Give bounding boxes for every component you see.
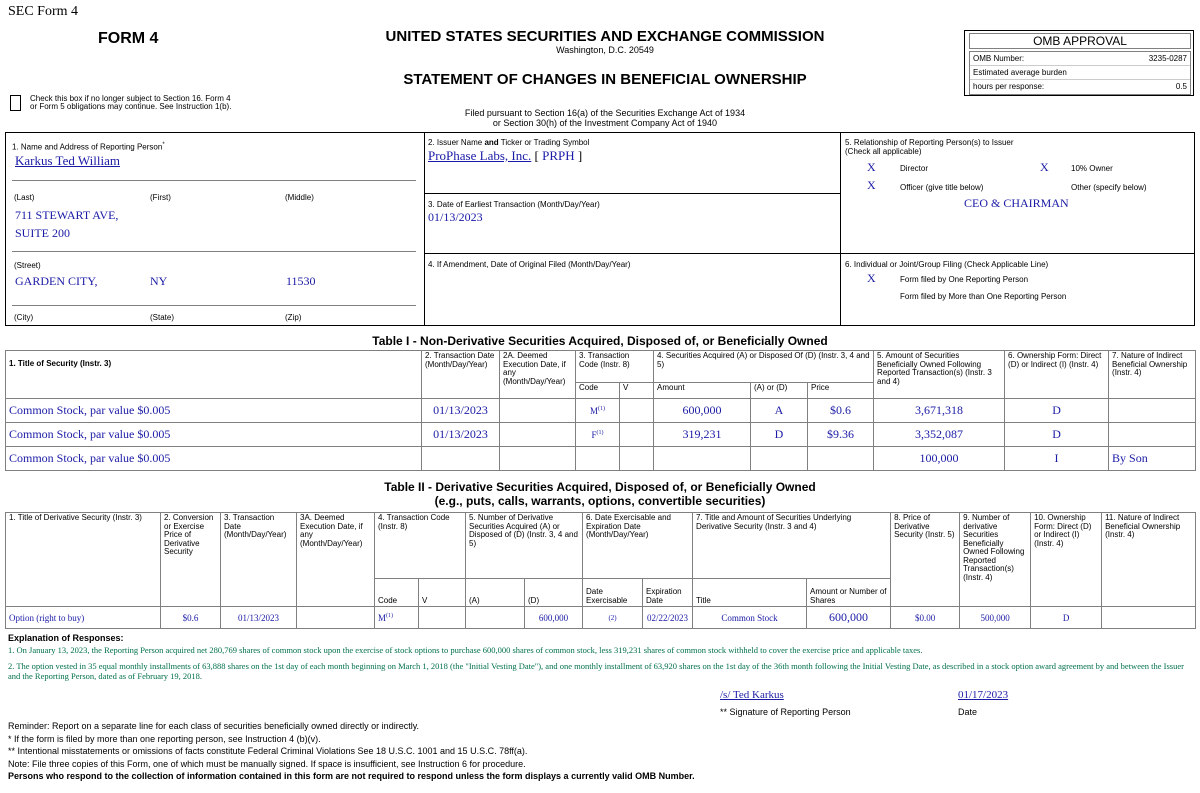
- table1: [5, 350, 1196, 471]
- footer-note-2: ** Intentional misstatements or omissions of facts constitute Federal Criminal Violations See 18 U.S.C. 1001 and 15 U.S.C. 78ff(a).: [8, 746, 528, 756]
- signature-label: ** Signature of Reporting Person: [720, 707, 851, 717]
- table-row: [6, 607, 1196, 629]
- t1-h-deemed: 2A. Deemed Execution Date, if any (Month/Day/Year): [500, 351, 576, 399]
- omb-approval-box: [964, 30, 1194, 96]
- ticker-symbol: PRPH: [542, 148, 575, 163]
- box2-label: 2. Issuer Name and Ticker or Trading Symbol: [428, 138, 590, 147]
- t1-h-price: Price: [808, 383, 874, 399]
- t2-r0-d: 600,000: [525, 607, 583, 629]
- multi-person-label: Form filed by More than One Reporting Person: [900, 292, 1067, 301]
- t1-h-title: 1. Title of Security (Instr. 3): [6, 351, 422, 399]
- t2-h-d: (D): [525, 579, 583, 607]
- t2-r0-der-price: $0.00: [891, 607, 960, 629]
- t1-h-code-sub: Code: [576, 383, 620, 399]
- t2-h-a: (A): [466, 579, 525, 607]
- t2-h-v: V: [419, 579, 466, 607]
- t1-r1-aord: D: [751, 423, 808, 447]
- street-line-1: 711 STEWART AVE,: [15, 208, 119, 222]
- t2-h-date: 3. Transaction Date (Month/Day/Year): [221, 513, 297, 607]
- t2-h-underlying: 7. Title and Amount of Securities Underlying Derivative Security (Instr. 3 and 4): [693, 513, 891, 579]
- street-label: (Street): [14, 261, 41, 270]
- explanation-heading: Explanation of Responses:: [8, 633, 124, 643]
- filed-pursuant: Filed pursuant to Section 16(a) of the Securities Exchange Act of 1934 or Section 30(h) of the Investment Company Act of 1940: [464, 108, 746, 128]
- officer-title: CEO & CHAIRMAN: [964, 196, 1069, 210]
- officer-check[interactable]: X: [867, 178, 876, 192]
- t1-h-nature: 7. Nature of Indirect Beneficial Ownership (Instr. 4): [1109, 351, 1196, 399]
- table-row: [6, 399, 1196, 423]
- zip-label: (Zip): [285, 313, 302, 322]
- t1-r2-deemed: [500, 447, 576, 471]
- t1-r0-date: 01/13/2023: [422, 399, 500, 423]
- issuer-name[interactable]: ProPhase Labs, Inc.: [428, 148, 532, 163]
- t2-h-nature: 11. Nature of Indirect Beneficial Ownership (Instr. 4): [1102, 513, 1196, 607]
- table2-title: Table II - Derivative Securities Acquired, Disposed of, or Beneficially Owned (e.g., puts, calls, warrants, options, convertible securities): [384, 480, 816, 508]
- officer-label: Officer (give title below): [900, 183, 984, 192]
- page-title: SEC Form 4: [8, 4, 79, 19]
- t2-h-date-exercisable: Date Exercisable: [583, 579, 643, 607]
- t2-r0-v: [419, 607, 466, 629]
- agency-city: Washington, D.C. 20549: [556, 45, 654, 55]
- other-label: Other (specify below): [1071, 183, 1147, 192]
- no-longer-subject-checkbox[interactable]: [10, 95, 21, 111]
- t1-r2-v: [620, 447, 654, 471]
- t2-r0-expiration: 02/22/2023: [643, 607, 693, 629]
- t2-h-exercisable: 6. Date Exercisable and Expiration Date (Month/Day/Year): [583, 513, 693, 579]
- t1-h-code: 3. Transaction Code (Instr. 8): [576, 351, 654, 383]
- t2-r0-deemed: [297, 607, 375, 629]
- t1-r2-nature: By Son: [1109, 447, 1196, 471]
- footer-note-4: Persons who respond to the collection of information contained in this form are not required to respond unless the form displays a currently valid OMB Number.: [8, 771, 695, 781]
- t1-r0-nature: [1109, 399, 1196, 423]
- street-line-2: SUITE 200: [15, 226, 70, 240]
- t2-r0-a: [466, 607, 525, 629]
- box6-label: 6. Individual or Joint/Group Filing (Check Applicable Line): [845, 260, 1049, 269]
- t1-r2-price: [808, 447, 874, 471]
- omb-hours-value: 0.5: [1175, 82, 1187, 91]
- t1-r0-aord: A: [751, 399, 808, 423]
- t1-r2-form: I: [1005, 447, 1109, 471]
- t2-h-conversion: 2. Conversion or Exercise Price of Derivative Security: [161, 513, 221, 607]
- t2-r0-u-title: Common Stock: [693, 607, 807, 629]
- issuer-line: ProPhase Labs, Inc. [ PRPH ]: [428, 148, 583, 163]
- t1-r0-v: [620, 399, 654, 423]
- t1-r2-code: [576, 447, 620, 471]
- signature-date[interactable]: 01/17/2023: [958, 689, 1009, 701]
- box5-label: 5. Relationship of Reporting Person(s) to Issuer (Check all applicable): [845, 138, 1014, 156]
- one-person-check[interactable]: X: [867, 271, 876, 285]
- t2-r0-form: D: [1031, 607, 1102, 629]
- t1-r0-deemed: [500, 399, 576, 423]
- t1-r2-owned: 100,000: [874, 447, 1005, 471]
- t2-h-code-sub: Code: [375, 579, 419, 607]
- t2-r0-exercisable: (2): [583, 607, 643, 629]
- t1-r1-title: Common Stock, par value $0.005: [6, 423, 422, 447]
- t2-h-code: 4. Transaction Code (Instr. 8): [375, 513, 466, 579]
- t2-r0-date: 01/13/2023: [221, 607, 297, 629]
- t1-r0-price: $0.6: [808, 399, 874, 423]
- zip-value: 11530: [286, 274, 316, 288]
- t1-h-v: V: [620, 383, 654, 399]
- table-row: [6, 447, 1196, 471]
- t1-h-aord: (A) or (D): [751, 383, 808, 399]
- t1-r2-aord: [751, 447, 808, 471]
- t2-r0-nature: [1102, 607, 1196, 629]
- middle-label: (Middle): [285, 193, 314, 202]
- t2-r0-owned: 500,000: [960, 607, 1031, 629]
- table2: [5, 512, 1196, 629]
- t2-h-owned: 9. Number of derivative Securities Beneficially Owned Following Reported Transaction(s) (Instr. 4): [960, 513, 1031, 607]
- t2-h-u-title: Title: [693, 579, 807, 607]
- t2-h-title: 1. Title of Derivative Security (Instr. 3): [6, 513, 161, 607]
- t1-h-owned: 5. Amount of Securities Beneficially Owned Following Reported Transaction(s) (Instr. 3 and 4): [874, 351, 1005, 399]
- form-label: FORM 4: [98, 30, 159, 47]
- signature-value[interactable]: /s/ Ted Karkus: [720, 689, 784, 701]
- table1-title: Table I - Non-Derivative Securities Acquired, Disposed of, or Beneficially Owned: [372, 334, 828, 348]
- footer-reminder: Reminder: Report on a separate line for each class of securities beneficially owned directly or indirectly.: [8, 721, 420, 731]
- t2-r0-price: $0.6: [161, 607, 221, 629]
- t1-h-amount: Amount: [654, 383, 751, 399]
- omb-hours-label: hours per response:: [973, 82, 1045, 91]
- last-label: (Last): [14, 193, 35, 202]
- checkbox-instructions: Check this box if no longer subject to Section 16. Form 4 or Form 5 obligations may continue. See Instruction 1(b).: [30, 94, 232, 111]
- director-label: Director: [900, 164, 929, 173]
- footer-notes: [8, 720, 695, 783]
- t1-r0-owned: 3,671,318: [874, 399, 1005, 423]
- footer-note-3: Note: File three copies of this Form, one of which must be manually signed. If space is insufficient, see Instruction 6 for procedure.: [8, 758, 526, 769]
- t2-h-number: 5. Number of Derivative Securities Acquired (A) or Disposed of (D) (Instr. 3, 4 and 5): [466, 513, 583, 579]
- t2-r0-title: Option (right to buy): [6, 607, 161, 629]
- explanation-note-2: 2. The option vested in 35 equal monthly installments of 63,888 shares on the 1st day of each month beginning on March 1, 2018 (the "Initial Vesting Date"), and one monthly installment of 63,920 shares on the 1st day of the 36th month following the Initial Vesting Date, as described in a stock option award agreement by and between the Issuer and the Reporting Person, dated as of February 19, 2018.: [8, 661, 1184, 681]
- date-label: Date: [958, 707, 978, 717]
- t1-r1-code: $F^{(1)}$: [576, 423, 620, 447]
- t1-r2-amount: [654, 447, 751, 471]
- t1-r0-amount: 600,000: [654, 399, 751, 423]
- footer-note-1: * If the form is filed by more than one reporting person, see Instruction 4 (b)(v).: [8, 733, 321, 744]
- one-person-label: Form filed by One Reporting Person: [900, 275, 1029, 284]
- t1-r1-price: $9.36: [808, 423, 874, 447]
- box1-label: 1. Name and Address of Reporting Person*: [12, 142, 165, 152]
- city-label: (City): [14, 313, 34, 322]
- t2-h-u-amount: Amount or Number of Shares: [807, 579, 891, 607]
- omb-number-value: 3235-0287: [1148, 54, 1187, 63]
- t1-r1-nature: [1109, 423, 1196, 447]
- t2-h-expiration: Expiration Date: [643, 579, 693, 607]
- t2-r0-code: $M^{(1)}$: [375, 607, 419, 629]
- box4-label: 4. If Amendment, Date of Original Filed (Month/Day/Year): [428, 260, 631, 269]
- omb-title: OMB APPROVAL: [969, 33, 1191, 49]
- director-check[interactable]: X: [867, 160, 876, 174]
- t1-r2-title: Common Stock, par value $0.005: [6, 447, 422, 471]
- omb-burden-label: Estimated average burden: [970, 66, 1190, 80]
- omb-number-label: OMB Number:: [973, 54, 1025, 63]
- statement-title: STATEMENT OF CHANGES IN BENEFICIAL OWNERSHIP: [403, 71, 807, 88]
- t2-h-form: 10. Ownership Form: Direct (D) or Indirect (I) (Instr. 4): [1031, 513, 1102, 607]
- box3-label: 3. Date of Earliest Transaction (Month/Day/Year): [428, 200, 600, 209]
- t2-r0-u-amount: 600,000: [807, 607, 891, 629]
- t1-r1-v: [620, 423, 654, 447]
- city-value: GARDEN CITY,: [15, 274, 98, 288]
- t1-h-date: 2. Transaction Date (Month/Day/Year): [422, 351, 500, 399]
- table-row: [6, 423, 1196, 447]
- state-value: NY: [150, 274, 168, 288]
- state-label: (State): [150, 313, 175, 322]
- t1-r2-date: [422, 447, 500, 471]
- t1-r0-form: D: [1005, 399, 1109, 423]
- t1-r1-form: D: [1005, 423, 1109, 447]
- ten-percent-check[interactable]: X: [1040, 160, 1049, 174]
- t1-r1-amount: 319,231: [654, 423, 751, 447]
- t1-r1-owned: 3,352,087: [874, 423, 1005, 447]
- t1-r1-date: 01/13/2023: [422, 423, 500, 447]
- t2-h-price: 8. Price of Derivative Security (Instr. 5): [891, 513, 960, 607]
- t1-h-acquired: 4. Securities Acquired (A) or Disposed Of (D) (Instr. 3, 4 and 5): [654, 351, 874, 383]
- first-label: (First): [150, 193, 171, 202]
- reporting-person-name[interactable]: Karkus Ted William: [15, 153, 120, 168]
- earliest-transaction-date: 01/13/2023: [428, 210, 483, 224]
- ten-percent-label: 10% Owner: [1071, 164, 1113, 173]
- t1-r0-code: $M^{(1)}$: [576, 399, 620, 423]
- explanation-note-1: 1. On January 13, 2023, the Reporting Person acquired net 280,769 shares of common stock upon the exercise of stock options to purchase 600,000 shares of common stock, less 319,231 shares of common stock withheld to cover the exercise price and applicable taxes.: [8, 645, 923, 655]
- agency-title: UNITED STATES SECURITIES AND EXCHANGE COMMISSION: [385, 28, 825, 45]
- t2-h-deemed: 3A. Deemed Execution Date, if any (Month/Day/Year): [297, 513, 375, 607]
- t1-r0-title: Common Stock, par value $0.005: [6, 399, 422, 423]
- t1-h-form: 6. Ownership Form: Direct (D) or Indirect (I) (Instr. 4): [1005, 351, 1109, 399]
- t1-r1-deemed: [500, 423, 576, 447]
